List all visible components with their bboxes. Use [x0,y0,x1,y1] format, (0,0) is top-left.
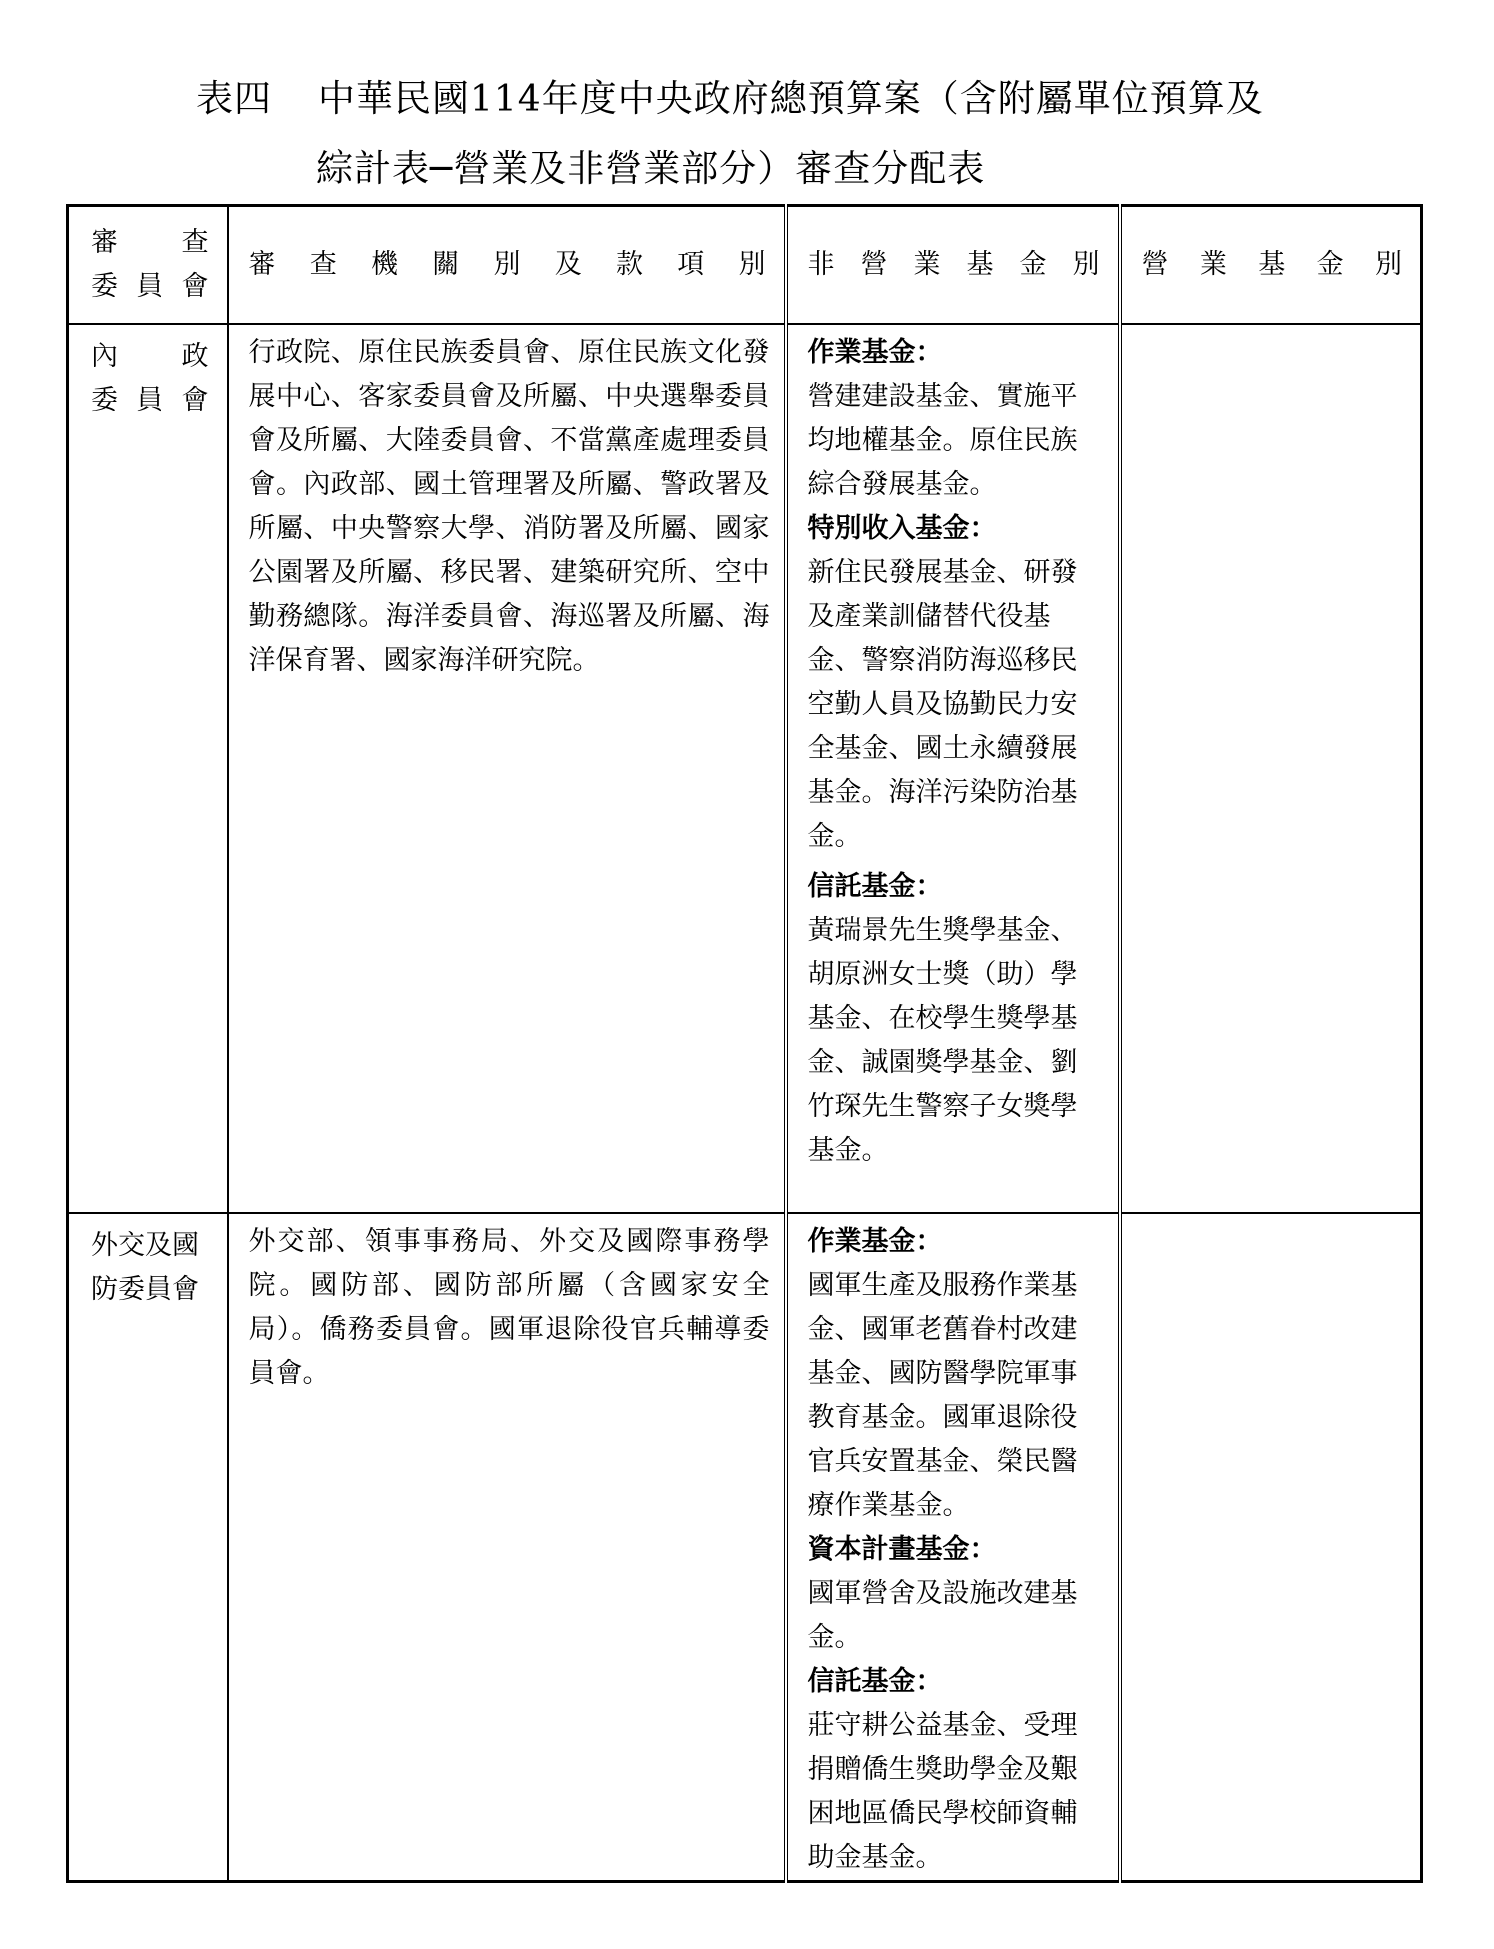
committee-line2: 防委員會 [91,1273,199,1305]
table-number: 表四 [196,77,272,120]
committee-line2: 委 員 會 [91,385,209,417]
header-committee [68,206,228,325]
agencies-text: 行政院、原住民族委員會、原住民族文化發展中心、客家委員會及所屬、中央選舉委員會及所屬、大陸委員會、不當黨產處理委員會。內政部、國土管理署及所屬、警政署及所屬、中央警察大學、消防署及所屬、國家公園署及所屬、移民署、建築研究所、空中勤務總隊。海洋委員會、海巡署及所屬、海洋保育署、國家海洋研究院。 [248,337,770,677]
business-funds-cell [1120,324,1422,1213]
agencies-cell [228,1213,786,1882]
title-line-2: 綜計表─營業及非營業部分）審查分配表 [316,147,986,190]
fund-category-label: 作業基金： [807,1225,943,1257]
committee-cell [68,1213,228,1882]
fund-category-label: 信託基金： [807,871,943,903]
fund-list: 營建建設基金、實施平均地權基金。原住民族綜合發展基金。 [807,381,1078,501]
title-suffix: 年度中央政府總預算案（含附屬單位預算及 [541,77,1264,120]
committee-line1: 內 政 [91,341,209,373]
fund-list: 國軍營舍及設施改建基金。 [807,1577,1078,1653]
header-agencies: 審 查 機 關 別 及 款 項 別 [228,206,786,325]
fund-list: 莊守耕公益基金、受理捐贈僑生獎助學金及艱困地區僑民學校師資輔助金基金。 [807,1709,1078,1873]
header-non-business-funds: 非 營 業 基 金 別 [786,206,1120,325]
agencies-cell [228,324,786,1213]
header-committee-line1: 審 查 [91,227,209,259]
committee-cell [68,324,228,1213]
fund-category-label: 信託基金： [807,1665,943,1697]
non-business-funds-cell [786,324,1120,1213]
title-year: 114 [470,79,542,120]
table-row [68,1213,1422,1882]
title-line-1 [196,76,1264,123]
table-header-row [68,206,1422,325]
fund-list: 黃瑞景先生獎學基金、胡原洲女士獎（助）學基金、在校學生獎學基金、誠園獎學基金、劉竹琛先生警察子女獎學基金。 [807,915,1078,1167]
header-committee-line2: 委 員 會 [91,271,209,303]
table-row [68,324,1422,1213]
agencies-text: 外交部、領事事務局、外交及國際事務學院。國防部、國防部所屬（含國家安全局）。僑務委員會。國軍退除役官兵輔導委員會。 [248,1225,770,1389]
allocation-table [66,204,1423,1883]
fund-list: 國軍生產及服務作業基金、國軍老舊眷村改建基金、國防醫學院軍事教育基金。國軍退除役官兵安置基金、榮民醫療作業基金。 [807,1269,1078,1521]
fund-list: 新住民發展基金、研發及產業訓儲替代役基金、警察消防海巡移民空勤人員及協勤民力安全基金、國土永續發展基金。海洋污染防治基金。 [807,557,1078,853]
business-funds-cell [1120,1213,1422,1882]
fund-category-label: 作業基金： [807,337,943,369]
fund-category-label: 特別收入基金： [807,513,997,545]
committee-line1: 外交及國 [91,1229,199,1261]
non-business-funds-cell [786,1213,1120,1882]
header-business-funds: 營 業 基 金 別 [1120,206,1422,325]
fund-category-label: 資本計畫基金： [807,1533,997,1565]
title-prefix: 中華民國 [318,77,470,120]
